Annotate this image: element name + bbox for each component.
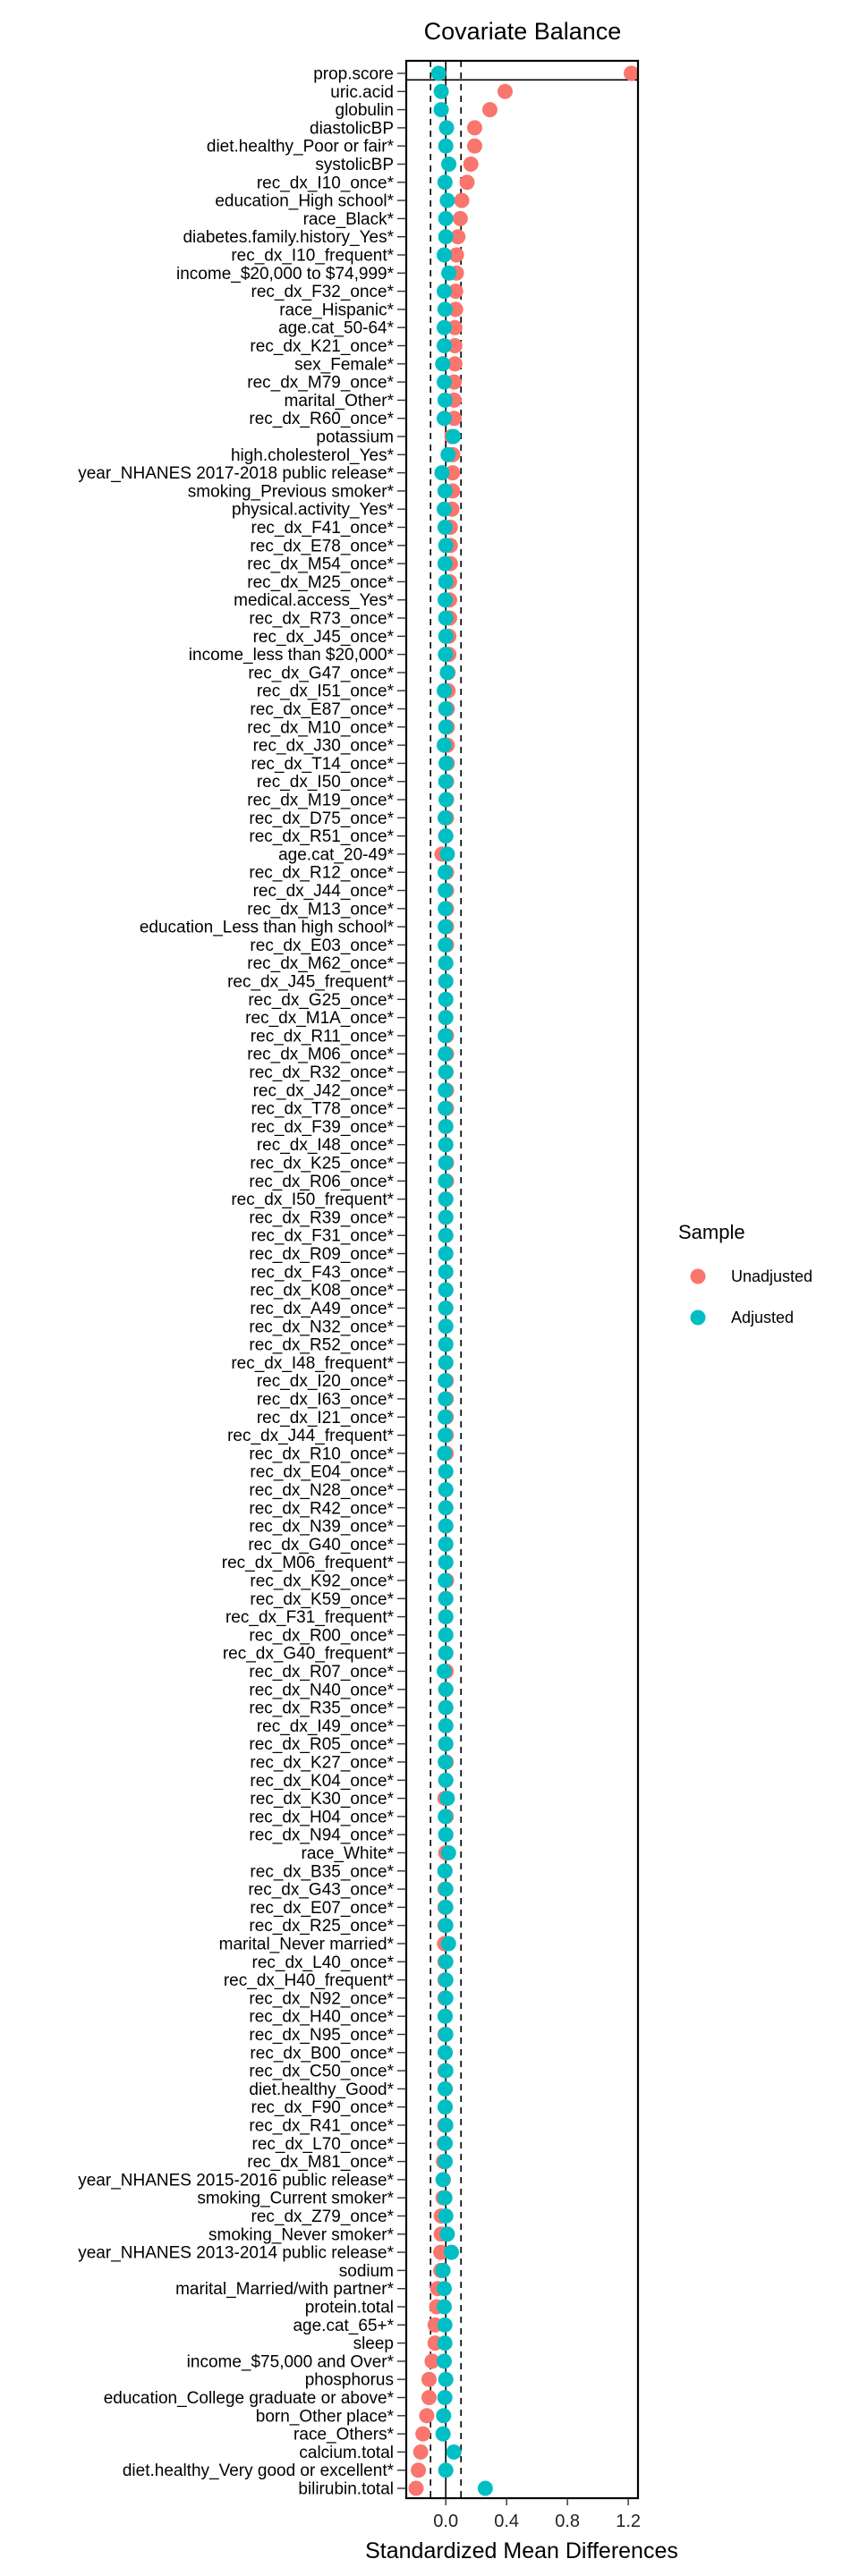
point-adjusted-48 (438, 919, 453, 935)
y-tick-label: rec_dx_R39_once* (249, 1208, 394, 1228)
y-tick-label: race_Hispanic* (279, 301, 394, 320)
y-tick-label: rec_dx_K27_once* (250, 1753, 394, 1773)
point-adjusted-108 (438, 2009, 453, 2024)
point-adjusted-4 (439, 120, 455, 135)
point-adjusted-98 (438, 1827, 454, 1843)
y-tick-label: rec_dx_L40_once* (251, 1953, 394, 1972)
y-tick-label: age.cat_50-64* (278, 318, 394, 338)
point-adjusted-17 (435, 356, 450, 371)
point-adjusted-33 (438, 647, 453, 662)
y-tick-label: rec_dx_J45_frequent* (227, 972, 394, 992)
y-tick-label: rec_dx_I10_frequent* (231, 246, 394, 266)
y-tick-label: income_less than $20,000* (188, 646, 394, 665)
point-adjusted-61 (438, 1156, 454, 1171)
y-tick-label: rec_dx_N95_once* (249, 2025, 394, 2045)
y-tick-label: rec_dx_H40_once* (249, 2007, 394, 2027)
point-adjusted-96 (439, 1791, 455, 1806)
point-adjusted-81 (438, 1519, 454, 1534)
point-adjusted-128 (438, 2372, 454, 2387)
point-adjusted-36 (438, 701, 454, 716)
y-tick-label: diabetes.family.history_Yes* (183, 228, 394, 248)
point-adjusted-93 (438, 1736, 454, 1751)
point-adjusted-54 (438, 1028, 453, 1043)
y-tick-label: sodium (338, 2261, 394, 2281)
point-adjusted-28 (438, 556, 453, 572)
point-adjusted-104 (441, 1936, 456, 1951)
point-adjusted-126 (438, 2335, 453, 2351)
point-adjusted-111 (438, 2063, 454, 2079)
y-tick-label: race_Others* (293, 2425, 394, 2445)
y-tick-label: rec_dx_D75_once* (249, 809, 394, 828)
y-tick-label: rec_dx_F41_once* (251, 519, 394, 538)
point-adjusted-34 (439, 665, 455, 680)
x-tick-label-1.2: 1.2 (616, 2512, 642, 2531)
point-adjusted-3 (434, 102, 449, 117)
point-adjusted-29 (438, 574, 454, 589)
y-tick-label: rec_dx_M19_once* (247, 791, 394, 810)
point-adjusted-11 (437, 248, 452, 263)
y-tick-label: rec_dx_R52_once* (249, 1335, 394, 1355)
y-tick-label: rec_dx_G40_frequent* (222, 1644, 394, 1664)
y-tick-label: rec_dx_I50_frequent* (231, 1191, 394, 1210)
y-tick-label: rec_dx_I50_once* (256, 773, 394, 792)
point-unadjusted-134 (409, 2481, 424, 2496)
y-tick-label: rec_dx_R25_once* (249, 1917, 394, 1936)
point-adjusted-30 (438, 592, 453, 607)
y-tick-label: rec_dx_T78_once* (251, 1099, 394, 1119)
y-tick-label: rec_dx_F90_once* (251, 2098, 394, 2118)
y-tick-label: diet.healthy_Poor or fair* (206, 137, 394, 157)
point-adjusted-129 (438, 2390, 453, 2405)
point-adjusted-59 (438, 1119, 454, 1134)
point-adjusted-105 (438, 1954, 454, 1970)
point-adjusted-31 (438, 611, 454, 626)
point-adjusted-92 (438, 1718, 454, 1733)
point-adjusted-121 (444, 2245, 459, 2260)
y-tick-label: born_Other place* (255, 2407, 394, 2427)
point-adjusted-26 (438, 520, 453, 535)
y-tick-label: rec_dx_G40_once* (248, 1535, 394, 1555)
point-unadjusted-130 (419, 2408, 434, 2423)
point-adjusted-78 (438, 1464, 454, 1479)
legend-marker-unadjusted (691, 1269, 706, 1284)
point-adjusted-64 (438, 1209, 454, 1224)
y-tick-label: rec_dx_N92_once* (249, 1989, 394, 2009)
point-adjusted-113 (438, 2099, 453, 2114)
point-adjusted-74 (438, 1391, 453, 1406)
y-tick-label: rec_dx_A49_once* (250, 1299, 394, 1318)
point-adjusted-8 (439, 193, 455, 208)
point-adjusted-75 (438, 1410, 453, 1425)
y-tick-label: rec_dx_N39_once* (249, 1517, 394, 1537)
point-adjusted-68 (438, 1283, 454, 1298)
point-adjusted-63 (438, 1191, 454, 1207)
point-adjusted-32 (438, 629, 454, 644)
y-tick-label: year_NHANES 2017-2018 public release* (78, 464, 394, 484)
y-tick-label: rec_dx_M54_once* (247, 555, 394, 574)
point-adjusted-94 (438, 1754, 453, 1769)
y-tick-label: rec_dx_E04_once* (250, 1462, 394, 1482)
y-tick-label: income_$20,000 to $74,999* (176, 264, 394, 284)
point-unadjusted-2 (498, 84, 513, 99)
point-adjusted-114 (438, 2117, 454, 2132)
point-adjusted-86 (438, 1609, 454, 1624)
point-adjusted-115 (438, 2136, 453, 2151)
y-tick-label: rec_dx_R51_once* (249, 827, 394, 847)
point-adjusted-46 (438, 883, 453, 898)
y-tick-label: systolicBP (315, 156, 394, 175)
y-tick-label: rec_dx_G25_once* (248, 990, 394, 1010)
point-adjusted-76 (438, 1428, 453, 1443)
y-tick-label: rec_dx_M13_once* (247, 900, 394, 919)
point-adjusted-69 (438, 1301, 454, 1316)
point-adjusted-20 (437, 411, 452, 426)
y-tick-label: rec_dx_F31_once* (251, 1226, 394, 1246)
y-tick-label: rec_dx_K59_once* (250, 1589, 394, 1609)
y-tick-label: rec_dx_M62_once* (247, 954, 394, 974)
point-adjusted-127 (437, 2353, 452, 2368)
point-adjusted-35 (437, 683, 452, 699)
x-axis-title: Standardized Mean Differences (365, 2538, 678, 2563)
point-adjusted-21 (446, 429, 461, 445)
y-tick-label: rec_dx_N32_once* (249, 1318, 394, 1337)
point-unadjusted-1 (624, 66, 639, 81)
y-tick-label: rec_dx_R11_once* (250, 1027, 394, 1046)
y-tick-label: income_$75,000 and Over* (186, 2352, 394, 2372)
point-adjusted-10 (438, 229, 454, 244)
point-adjusted-84 (438, 1572, 453, 1588)
point-adjusted-80 (438, 1500, 454, 1515)
point-adjusted-50 (438, 955, 454, 970)
point-adjusted-118 (438, 2190, 453, 2206)
x-tick-label-0.4: 0.4 (494, 2512, 520, 2531)
y-tick-label: rec_dx_T14_once* (251, 754, 394, 774)
y-tick-label: smoking_Current smoker* (197, 2189, 394, 2208)
legend-title: Sample (678, 1221, 745, 1243)
y-tick-label: rec_dx_G43_once* (248, 1880, 394, 1900)
y-tick-label: rec_dx_G47_once* (248, 664, 394, 683)
y-tick-label: rec_dx_J30_once* (252, 736, 394, 756)
y-tick-label: rec_dx_B35_once* (250, 1862, 394, 1882)
y-tick-label: rec_dx_K92_once* (250, 1572, 394, 1591)
point-adjusted-79 (438, 1482, 454, 1497)
point-adjusted-62 (438, 1174, 453, 1189)
point-adjusted-19 (438, 393, 453, 408)
point-adjusted-112 (438, 2081, 453, 2097)
point-adjusted-130 (436, 2408, 451, 2423)
y-tick-label: rec_dx_J44_frequent* (227, 1427, 394, 1446)
y-tick-label: rec_dx_E78_once* (250, 537, 394, 556)
point-adjusted-71 (438, 1337, 454, 1352)
y-tick-label: uric.acid (330, 82, 394, 102)
point-adjusted-6 (441, 157, 456, 172)
y-tick-label: rec_dx_K08_once* (250, 1281, 394, 1301)
point-adjusted-133 (438, 2462, 454, 2478)
point-adjusted-41 (438, 792, 454, 808)
point-adjusted-125 (438, 2318, 453, 2333)
y-tick-label: rec_dx_M81_once* (247, 2153, 394, 2173)
y-tick-label: marital_Never married* (218, 1935, 394, 1954)
point-unadjusted-5 (467, 139, 482, 154)
point-adjusted-12 (441, 266, 456, 281)
legend-label-adjusted: Adjusted (731, 1309, 795, 1326)
point-unadjusted-8 (455, 193, 470, 208)
y-tick-label: rec_dx_B00_once* (250, 2044, 394, 2063)
point-adjusted-91 (438, 1700, 454, 1716)
legend-marker-adjusted (691, 1310, 706, 1326)
y-tick-label: smoking_Never smoker* (208, 2225, 394, 2245)
chart-title: Covariate Balance (423, 18, 622, 45)
point-adjusted-18 (437, 375, 452, 390)
y-tick-label: rec_dx_I10_once* (256, 174, 394, 193)
y-tick-label: education_Less than high school* (139, 918, 394, 937)
point-adjusted-109 (438, 2027, 454, 2042)
point-unadjusted-132 (413, 2445, 429, 2460)
point-adjusted-102 (438, 1900, 454, 1915)
point-adjusted-49 (438, 937, 453, 953)
y-tick-label: rec_dx_R42_once* (249, 1499, 394, 1519)
point-unadjusted-128 (421, 2372, 437, 2387)
y-tick-label: rec_dx_R05_once* (249, 1735, 394, 1755)
y-tick-label: rec_dx_I51_once* (256, 682, 394, 701)
y-tick-label: rec_dx_H04_once* (249, 1808, 394, 1827)
point-adjusted-101 (438, 1882, 454, 1897)
point-unadjusted-131 (415, 2427, 430, 2442)
y-tick-label: rec_dx_E87_once* (250, 700, 394, 720)
point-unadjusted-4 (467, 120, 482, 135)
y-tick-label: rec_dx_F43_once* (251, 1263, 394, 1283)
y-tick-label: rec_dx_R32_once* (249, 1063, 394, 1083)
point-adjusted-134 (478, 2481, 493, 2496)
point-unadjusted-129 (421, 2390, 437, 2405)
y-tick-label: rec_dx_N28_once* (249, 1480, 394, 1500)
y-tick-label: potassium (316, 428, 394, 447)
y-tick-label: education_College graduate or above* (103, 2388, 394, 2408)
point-adjusted-88 (438, 1646, 454, 1661)
y-tick-label: rec_dx_F31_frequent* (225, 1608, 394, 1628)
point-adjusted-77 (437, 1445, 452, 1461)
y-tick-label: rec_dx_I20_once* (256, 1372, 394, 1392)
point-adjusted-106 (438, 1972, 454, 1987)
x-tick-label-0.8: 0.8 (555, 2512, 581, 2531)
y-tick-label: rec_dx_I21_once* (256, 1408, 394, 1428)
y-tick-label: rec_dx_J44_once* (252, 882, 394, 902)
y-tick-label: phosphorus (304, 2370, 394, 2390)
point-unadjusted-9 (453, 211, 468, 226)
x-tick-label-0: 0.0 (433, 2512, 459, 2531)
point-adjusted-5 (438, 139, 454, 154)
y-tick-label: diastolicBP (310, 119, 394, 139)
point-adjusted-85 (438, 1591, 454, 1606)
y-tick-label: diet.healthy_Very good or excellent* (122, 2462, 394, 2481)
point-adjusted-13 (437, 284, 452, 299)
point-adjusted-90 (438, 1682, 454, 1697)
y-tick-label: rec_dx_H40_frequent* (223, 1971, 394, 1991)
y-tick-label: medical.access_Yes* (234, 591, 394, 611)
point-adjusted-14 (438, 301, 453, 317)
y-tick-label: protein.total (304, 2298, 394, 2318)
y-tick-label: high.cholesterol_Yes* (230, 445, 394, 465)
y-tick-label: globulin (335, 101, 394, 121)
point-adjusted-82 (438, 1537, 454, 1552)
y-tick-label: rec_dx_M06_frequent* (221, 1554, 394, 1573)
point-adjusted-116 (438, 2154, 453, 2169)
point-adjusted-66 (438, 1246, 454, 1261)
y-tick-label: rec_dx_E07_once* (250, 1898, 394, 1918)
y-tick-label: age.cat_65+* (293, 2316, 394, 2335)
point-unadjusted-7 (459, 174, 474, 190)
y-tick-label: rec_dx_M06_once* (247, 1045, 394, 1064)
y-tick-label: year_NHANES 2013-2014 public release* (78, 2243, 394, 2263)
point-adjusted-27 (438, 538, 454, 553)
y-tick-label: race_White* (301, 1843, 394, 1863)
point-adjusted-53 (438, 1010, 454, 1025)
y-tick-label: marital_Other* (284, 391, 394, 411)
point-adjusted-39 (438, 756, 454, 771)
point-adjusted-124 (437, 2299, 452, 2314)
point-adjusted-23 (434, 465, 449, 480)
y-tick-label: rec_dx_R41_once* (249, 2116, 394, 2136)
y-tick-label: rec_dx_K21_once* (250, 337, 394, 357)
y-tick-label: physical.activity_Yes* (232, 500, 394, 520)
point-adjusted-122 (436, 2263, 451, 2278)
y-tick-label: rec_dx_I48_once* (256, 1136, 394, 1156)
point-adjusted-132 (447, 2445, 462, 2460)
point-adjusted-40 (438, 774, 454, 789)
y-tick-label: rec_dx_N94_once* (249, 1826, 394, 1845)
point-adjusted-25 (437, 502, 452, 517)
y-tick-label: age.cat_20-49* (278, 845, 394, 865)
point-adjusted-43 (438, 828, 454, 843)
point-adjusted-45 (438, 865, 453, 880)
y-tick-label: marital_Married/with partner* (175, 2280, 394, 2300)
y-tick-label: rec_dx_M10_once* (247, 718, 394, 738)
point-unadjusted-6 (464, 157, 479, 172)
y-tick-label: rec_dx_K30_once* (250, 1790, 394, 1809)
point-adjusted-51 (438, 974, 454, 989)
y-tick-label: rec_dx_I63_once* (256, 1390, 394, 1410)
point-adjusted-117 (436, 2172, 451, 2187)
point-adjusted-107 (438, 1990, 454, 2005)
y-tick-label: calcium.total (299, 2443, 394, 2462)
y-tick-label: education_High school* (215, 191, 394, 211)
y-tick-label: race_Black* (302, 209, 394, 229)
point-adjusted-120 (439, 2226, 455, 2241)
point-adjusted-72 (438, 1355, 454, 1370)
point-adjusted-65 (438, 1228, 454, 1243)
point-adjusted-44 (439, 846, 455, 861)
y-tick-label: rec_dx_F32_once* (251, 283, 394, 302)
y-tick-label: rec_dx_M25_once* (247, 572, 394, 592)
point-adjusted-56 (438, 1064, 454, 1080)
point-adjusted-52 (438, 992, 454, 1007)
point-adjusted-1 (431, 66, 447, 81)
y-tick-label: rec_dx_I49_once* (256, 1716, 394, 1736)
point-adjusted-24 (438, 483, 453, 498)
y-tick-label: rec_dx_R09_once* (249, 1245, 394, 1265)
point-adjusted-42 (438, 810, 453, 826)
y-tick-label: rec_dx_R10_once* (249, 1445, 394, 1464)
y-tick-label: rec_dx_K25_once* (250, 1154, 394, 1174)
point-adjusted-60 (438, 1137, 454, 1152)
y-tick-label: rec_dx_F39_once* (251, 1117, 394, 1137)
y-tick-label: rec_dx_I48_frequent* (231, 1353, 394, 1373)
point-adjusted-55 (438, 1046, 453, 1062)
y-tick-label: rec_dx_J42_once* (252, 1081, 394, 1101)
point-adjusted-103 (438, 1918, 454, 1933)
y-tick-label: rec_dx_R35_once* (249, 1699, 394, 1718)
point-adjusted-99 (441, 1845, 456, 1860)
y-tick-label: bilirubin.total (298, 2479, 394, 2499)
point-adjusted-70 (438, 1318, 454, 1334)
point-adjusted-89 (437, 1664, 452, 1679)
point-unadjusted-3 (482, 102, 498, 117)
point-adjusted-100 (438, 1863, 453, 1878)
y-tick-label: prop.score (313, 64, 394, 84)
y-tick-label: rec_dx_R07_once* (249, 1662, 394, 1682)
point-adjusted-9 (438, 211, 454, 226)
y-tick-label: rec_dx_J45_once* (252, 627, 394, 647)
point-adjusted-95 (438, 1773, 454, 1788)
y-tick-label: rec_dx_R12_once* (249, 863, 394, 883)
point-adjusted-123 (437, 2281, 452, 2296)
point-adjusted-58 (438, 1101, 453, 1116)
y-tick-label: rec_dx_M79_once* (247, 373, 394, 393)
point-adjusted-119 (438, 2208, 454, 2224)
y-tick-label: rec_dx_R60_once* (249, 410, 394, 429)
point-adjusted-73 (438, 1373, 453, 1388)
point-adjusted-2 (434, 84, 449, 99)
y-tick-label: sleep (353, 2334, 394, 2354)
point-adjusted-7 (438, 174, 453, 190)
y-tick-label: rec_dx_E03_once* (250, 936, 394, 955)
y-tick-label: rec_dx_R00_once* (249, 1626, 394, 1646)
point-adjusted-87 (438, 1627, 454, 1642)
point-adjusted-97 (438, 1809, 453, 1824)
point-unadjusted-133 (411, 2462, 426, 2478)
y-tick-label: rec_dx_K04_once* (250, 1771, 394, 1791)
point-adjusted-47 (438, 901, 453, 916)
point-adjusted-131 (436, 2427, 451, 2442)
legend-label-unadjusted: Unadjusted (731, 1267, 813, 1285)
y-tick-label: rec_dx_L70_once* (251, 2134, 394, 2154)
y-tick-label: diet.healthy_Good* (249, 2080, 394, 2099)
point-adjusted-57 (438, 1082, 453, 1097)
y-tick-label: rec_dx_Z79_once* (251, 2207, 394, 2226)
point-adjusted-83 (438, 1555, 454, 1570)
point-adjusted-67 (438, 1264, 454, 1279)
y-tick-label: smoking_Previous smoker* (187, 482, 394, 502)
point-adjusted-38 (437, 738, 452, 753)
point-adjusted-37 (438, 719, 454, 734)
y-tick-label: year_NHANES 2015-2016 public release* (78, 2171, 394, 2190)
point-adjusted-16 (437, 338, 452, 353)
y-tick-label: rec_dx_R73_once* (249, 609, 394, 629)
point-adjusted-110 (438, 2045, 453, 2060)
y-tick-label: rec_dx_N40_once* (249, 1681, 394, 1700)
y-tick-label: rec_dx_C50_once* (249, 2062, 394, 2081)
y-tick-label: rec_dx_R06_once* (249, 1172, 394, 1191)
y-tick-label: sex_Female* (294, 355, 394, 375)
y-tick-label: rec_dx_M1A_once* (245, 1009, 394, 1029)
point-adjusted-15 (437, 320, 452, 335)
point-adjusted-22 (440, 447, 455, 462)
